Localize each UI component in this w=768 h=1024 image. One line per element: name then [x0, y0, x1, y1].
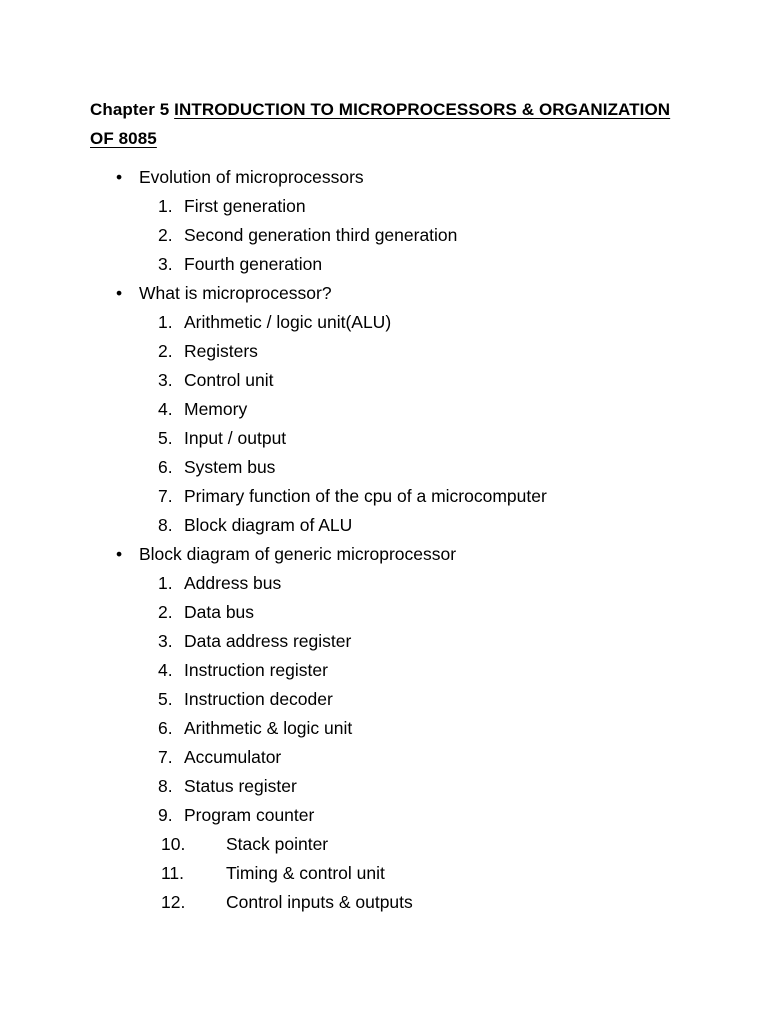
- list-number: 3.: [158, 631, 173, 651]
- list-item: [0, 482, 768, 511]
- list-item-text: Input / output: [184, 428, 287, 448]
- list-item: [0, 598, 768, 627]
- list-number: 2.: [158, 602, 173, 622]
- bullet-text: Block diagram of generic microprocessor: [139, 544, 457, 564]
- list-number: 4.: [158, 399, 173, 419]
- list-item: [0, 772, 768, 801]
- list-number: 11.: [161, 863, 185, 883]
- list-number: 1.: [158, 573, 173, 593]
- bullet-item: [0, 163, 768, 192]
- list-item: [0, 308, 768, 337]
- bullet-text: Evolution of microprocessors: [139, 167, 364, 187]
- bullet-text: What is microprocessor?: [139, 283, 332, 303]
- list-number: 8.: [158, 515, 173, 535]
- list-item: [0, 859, 768, 888]
- bullet-icon: •: [116, 544, 123, 564]
- list-item-text: Accumulator: [184, 747, 282, 767]
- list-number: 9.: [158, 805, 173, 825]
- list-item: [0, 424, 768, 453]
- chapter-heading-line2: OF 8085: [90, 129, 157, 148]
- list-item-text: Address bus: [184, 573, 282, 593]
- list-number: 5.: [158, 428, 173, 448]
- list-number: 6.: [158, 457, 173, 477]
- list-item: [0, 511, 768, 540]
- list-item-text: First generation: [184, 196, 306, 216]
- outline: [0, 163, 768, 917]
- list-item: [0, 221, 768, 250]
- list-item: [0, 801, 768, 830]
- list-item: [0, 685, 768, 714]
- list-number: 7.: [158, 486, 173, 506]
- bullet-icon: •: [116, 167, 123, 187]
- list-number: 1.: [158, 196, 173, 216]
- list-number: 8.: [158, 776, 173, 796]
- bullet-icon: •: [116, 283, 123, 303]
- list-item: [0, 714, 768, 743]
- list-item-text: Memory: [184, 399, 248, 419]
- list-item-text: Status register: [184, 776, 297, 796]
- list-item-text: Control inputs & outputs: [226, 892, 413, 912]
- list-item-text: Second generation third generation: [184, 225, 458, 245]
- list-item-text: Data address register: [184, 631, 352, 651]
- bullet-item: [0, 279, 768, 308]
- list-item-text: System bus: [184, 457, 276, 477]
- list-item: [0, 192, 768, 221]
- list-number: 12.: [161, 892, 186, 912]
- list-item-text: Registers: [184, 341, 258, 361]
- list-item: [0, 250, 768, 279]
- chapter-label: Chapter 5: [90, 100, 170, 119]
- chapter-heading: [90, 100, 670, 148]
- list-item-text: Instruction register: [184, 660, 328, 680]
- list-number: 5.: [158, 689, 173, 709]
- list-item-text: Primary function of the cpu of a microcomputer: [184, 486, 547, 506]
- list-item: [0, 627, 768, 656]
- list-item-text: Block diagram of ALU: [184, 515, 353, 535]
- list-number: 4.: [158, 660, 173, 680]
- list-item: [0, 569, 768, 598]
- list-item: [0, 395, 768, 424]
- list-item-text: Data bus: [184, 602, 255, 622]
- list-item-text: Control unit: [184, 370, 274, 390]
- list-item-text: Timing & control unit: [226, 863, 385, 883]
- chapter-heading-line1: INTRODUCTION TO MICROPROCESSORS & ORGANIZATION: [174, 100, 671, 119]
- list-item-text: Arithmetic / logic unit(ALU): [184, 312, 392, 332]
- list-item: [0, 366, 768, 395]
- list-number: 2.: [158, 225, 173, 245]
- list-item-text: Instruction decoder: [184, 689, 333, 709]
- list-number: 7.: [158, 747, 173, 767]
- page-title: [90, 95, 690, 153]
- list-number: 6.: [158, 718, 173, 738]
- list-item-text: Stack pointer: [226, 834, 329, 854]
- list-item: [0, 888, 768, 917]
- list-number: 2.: [158, 341, 173, 361]
- list-item: [0, 656, 768, 685]
- list-item: [0, 830, 768, 859]
- list-number: 1.: [158, 312, 173, 332]
- bullet-item: [0, 540, 768, 569]
- list-item: [0, 453, 768, 482]
- list-number: 3.: [158, 254, 173, 274]
- list-item-text: Fourth generation: [184, 254, 323, 274]
- list-number: 3.: [158, 370, 173, 390]
- list-number: 10.: [161, 834, 186, 854]
- list-item-text: Arithmetic & logic unit: [184, 718, 353, 738]
- list-item: [0, 337, 768, 366]
- list-item: [0, 743, 768, 772]
- list-item-text: Program counter: [184, 805, 315, 825]
